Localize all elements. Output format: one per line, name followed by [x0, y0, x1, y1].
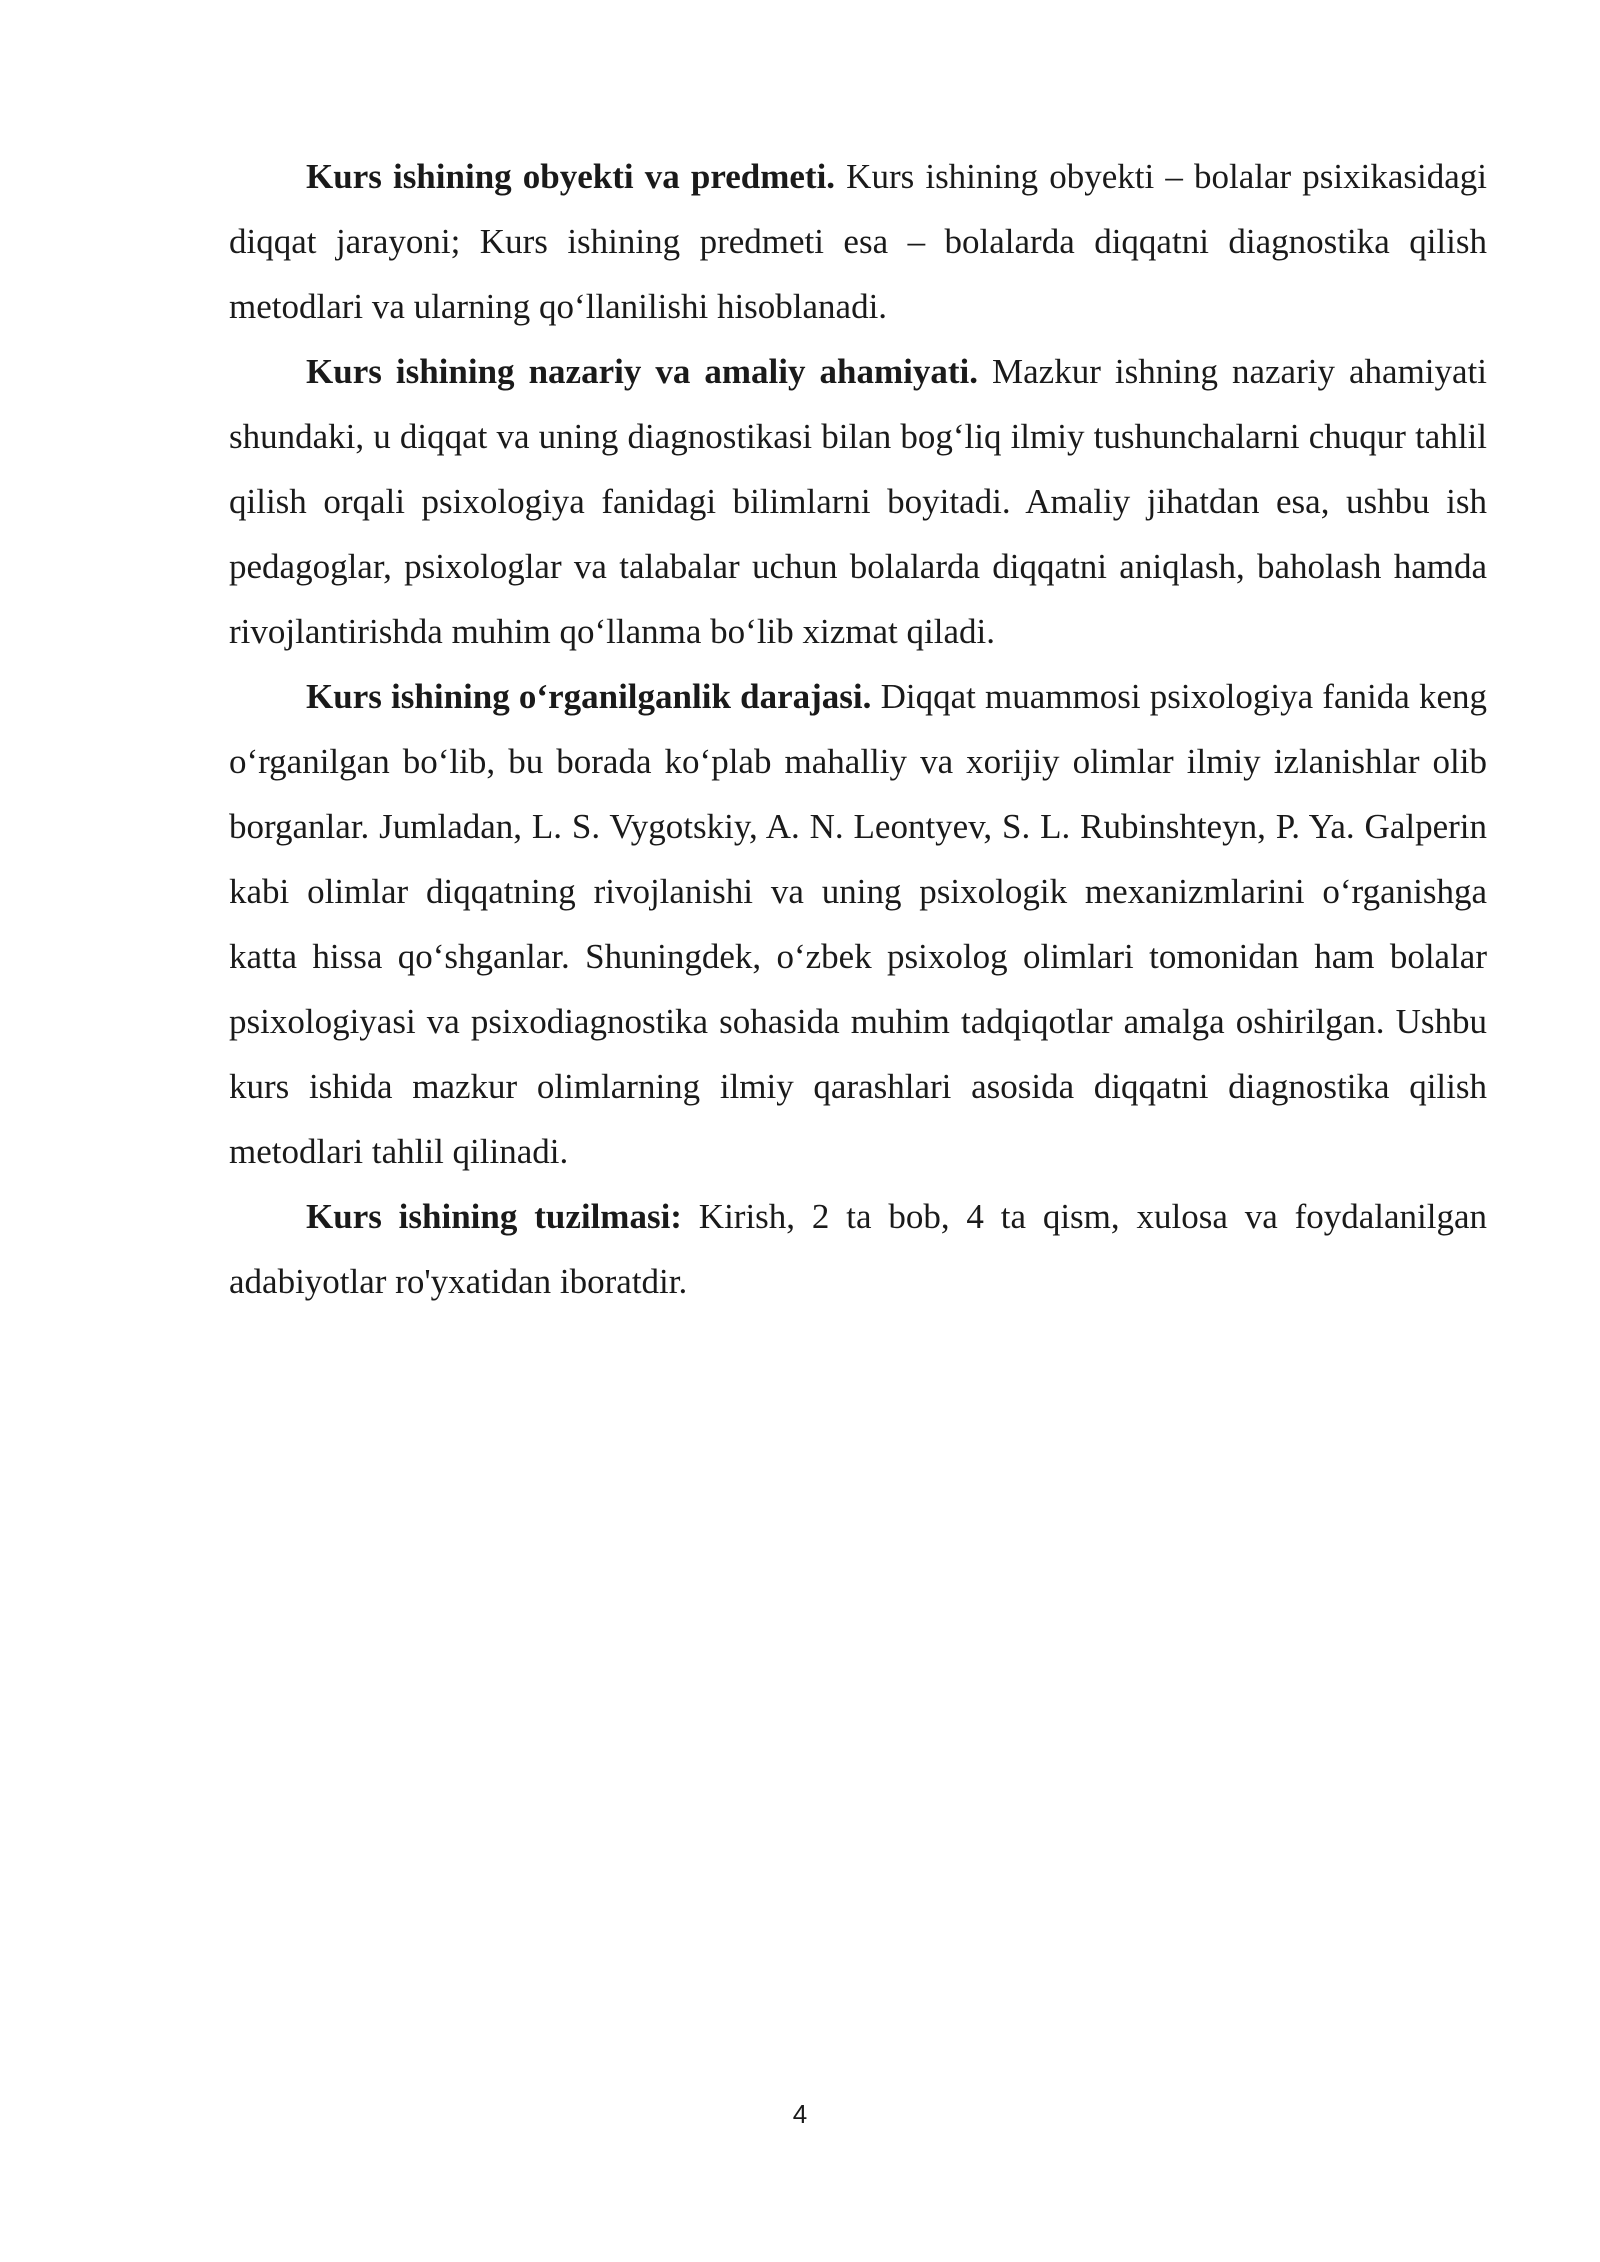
- paragraph-object-subject: [229, 144, 1487, 339]
- paragraph-text: Kirish, 2 ta bob, 4 ta qism, xulosa va foydalanilgan adabiyotlar ro'yxatidan iboratdir.: [229, 1197, 1487, 1301]
- paragraph-heading: Kurs ishining obyekti va predmeti.: [306, 157, 836, 196]
- page-number: 4: [792, 2099, 808, 2129]
- paragraph-structure: [229, 1184, 1487, 1314]
- body-text: [229, 144, 1487, 1314]
- paragraph-significance: [229, 339, 1487, 664]
- paragraph-text: Kurs ishining obyekti – bolalar psixikasidagi diqqat jarayoni; Kurs ishining predmeti esa – bolalarda diqqatni diagnostika qilish metodlari va ularning qo‘llanilishi hisoblanadi.: [229, 157, 1487, 326]
- paragraph-heading: Kurs ishining nazariy va amaliy ahamiyati.: [306, 352, 978, 391]
- paragraph-text: Diqqat muammosi psixologiya fanida keng o‘rganilgan bo‘lib, bu borada ko‘plab mahalliy va xorijiy olimlar ilmiy izlanishlar olib borganlar. Jumladan, L. S. Vygotskiy, A. N. Leontyev, S. L. Rubinshteyn, P. Ya. Galperin kabi olimlar diqqatning rivojlanishi va uning psixologik mexanizmlarini o‘rganishga katta hissa qo‘shganlar. Shuningdek, o‘zbek psixolog olimlari tomonidan ham bolalar psixologiyasi va psixodiagnostika sohasida muhim tadqiqotlar amalga oshirilgan. Ushbu kurs ishida mazkur olimlarning ilmiy qarashlari asosida diqqatni diagnostika qilish metodlari tahlil qilinadi.: [229, 677, 1487, 1171]
- paragraph-research-level: [229, 664, 1487, 1184]
- paragraph-heading: Kurs ishining tuzilmasi:: [306, 1197, 682, 1236]
- paragraph-text: Mazkur ishning nazariy ahamiyati shundaki, u diqqat va uning diagnostikasi bilan bog‘liq ilmiy tushunchalarni chuqur tahlil qilish orqali psixologiya fanidagi bilimlarni boyitadi. Amaliy jihatdan esa, ushbu ish pedagoglar, psixologlar va talabalar uchun bolalarda diqqatni aniqlash, baholash hamda rivojlantirishda muhim qo‘llanma bo‘lib xizmat qiladi.: [229, 352, 1487, 651]
- paragraph-heading: Kurs ishining o‘rganilganlik darajasi.: [306, 677, 872, 716]
